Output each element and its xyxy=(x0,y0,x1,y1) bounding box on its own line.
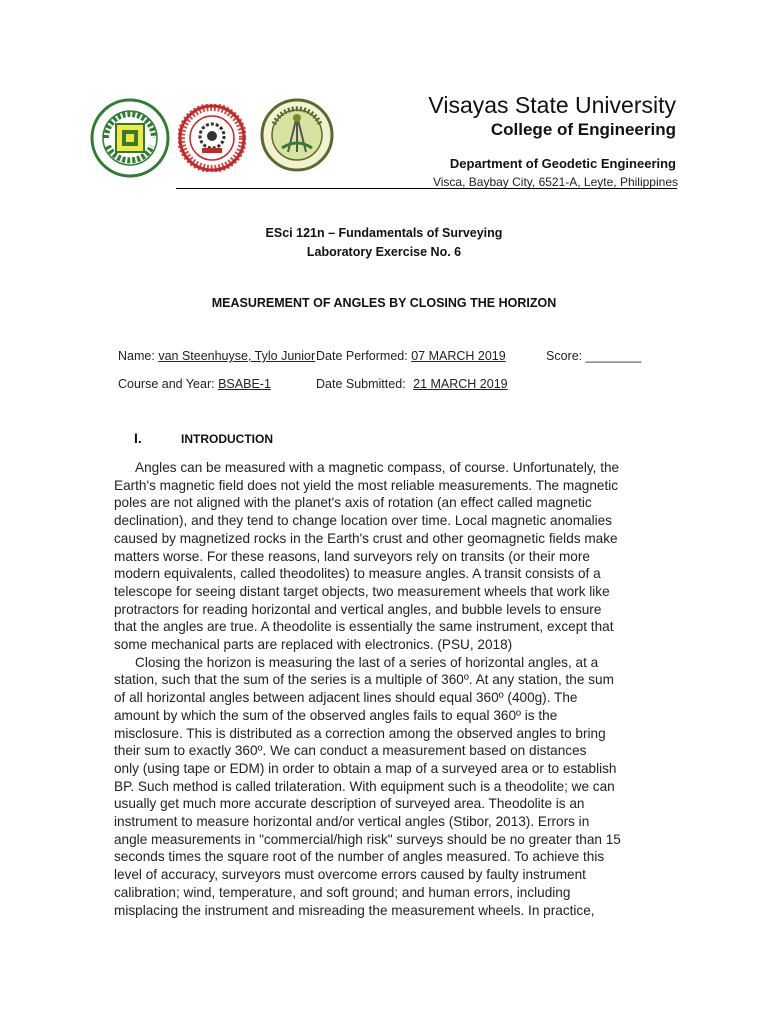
score-field xyxy=(546,349,641,363)
course-title: ESci 121n – Fundamentals of Surveying xyxy=(265,226,503,240)
paragraph-line: protractors for reading horizontal and vertical angles, and bubble levels to ensure xyxy=(114,601,602,617)
paragraph-line: Earth's magnetic field does not yield the most reliable measurements. The magnetic xyxy=(114,477,619,493)
lab-exercise-number: Laboratory Exercise No. 6 xyxy=(306,245,462,259)
paragraph-line: Angles can be measured with a magnetic compass, of course. Unfortunately, the xyxy=(135,460,620,475)
paragraph-line: usually get much more accurate description of surveyed area. Theodolite is an xyxy=(114,796,585,812)
department-name: Department of Geodetic Engineering xyxy=(449,156,676,171)
vsu-seal-logo xyxy=(90,98,170,178)
paragraph-line: Closing the horizon is measuring the last of a series of horizontal angles, at a xyxy=(135,654,599,670)
date-performed-value: 07 MARCH 2019 xyxy=(411,349,506,363)
course-year-label: Course and Year: xyxy=(118,377,215,391)
paragraph-line: their sum to exactly 360º. We can conduct a measurement based on distances xyxy=(114,743,587,759)
paragraph-line: instrument to measure horizontal and/or vertical angles (Stibor, 2013). Errors in xyxy=(114,814,590,830)
paragraph-line: of all horizontal angles between adjacent lines should equal 360º (400g). The xyxy=(114,690,578,706)
paragraph-line: amount by which the sum of the observed angles fails to equal 360º is the xyxy=(114,707,558,723)
paragraph-line: only (using tape or EDM) in order to obtain a map of a surveyed area or to establish xyxy=(114,760,617,776)
paragraph-line: seconds times the square root of the number of angles measured. To achieve this xyxy=(114,849,605,865)
name-value: van Steenhuyse, Tylo Junior xyxy=(158,349,316,363)
date-performed-label: Date Performed: xyxy=(316,349,408,363)
paragraph-line: calibration; wind, temperature, and soft ground; and human errors, including xyxy=(114,884,571,900)
paragraph-line: station, such that the sum of the series is a multiple of 360º. At any station, the sum xyxy=(114,672,614,688)
date-performed-field xyxy=(316,349,506,363)
exercise-title: MEASUREMENT OF ANGLES BY CLOSING THE HORIZON xyxy=(211,296,557,310)
introduction-body xyxy=(114,459,684,919)
paragraph-line: poles are not aligned with the planet's axis of rotation (an effect called magnetic xyxy=(114,495,592,511)
university-address: Visca, Baybay City, 6521-A, Leyte, Philippines xyxy=(432,175,678,189)
paragraph-line: modern equivalents, called theodolites) to measure angles. A transit consists of a xyxy=(114,566,601,582)
date-submitted-field xyxy=(316,377,508,391)
paragraph-line: caused by magnetized rocks in the Earth's crust and other geomagnetic fields make xyxy=(114,530,618,546)
paragraph-line: that the angles are true. A theodolite is essentially the same instrument, except that xyxy=(114,619,614,635)
name-field xyxy=(118,349,315,363)
paragraph-line: misclosure. This is distributed as a correction among the observed angles to bring xyxy=(114,725,606,741)
paragraph-line: matters worse. For these reasons, land surveyors rely on transits (or their more xyxy=(114,548,590,564)
paragraph-line: level of accuracy, surveyors must overcome errors caused by faulty instrument xyxy=(114,867,586,883)
paragraph-line: BP. Such method is called trilateration. With equipment such is a theodolite; we can xyxy=(114,778,615,794)
section-number: I. xyxy=(134,430,142,446)
score-value: ________ xyxy=(585,349,642,363)
section-title: INTRODUCTION xyxy=(181,432,273,446)
date-submitted-value: 21 MARCH 2019 xyxy=(413,377,508,391)
paragraph-line: angle measurements in "commercial/high risk" surveys should be no greater than 15 xyxy=(114,831,621,847)
geodetic-engineering-seal-logo xyxy=(260,98,334,172)
university-name: Visayas State University xyxy=(428,92,676,118)
name-label: Name: xyxy=(118,349,155,363)
college-of-engineering-seal-logo xyxy=(178,104,246,172)
course-year-value: BSABE-1 xyxy=(218,377,271,391)
paragraph-line: misplacing the instrument and misreading the measurement wheels. In practice, xyxy=(114,902,595,918)
header-logos xyxy=(90,98,350,178)
score-label: Score: xyxy=(546,349,583,363)
paragraph-line: telescope for seeing distant target objects, two measurement wheels that work like xyxy=(114,583,610,599)
college-name: College of Engineering xyxy=(490,120,676,139)
paragraph-line: declination), and they tend to change location over time. Local magnetic anomalies xyxy=(114,513,612,529)
date-submitted-label: Date Submitted: xyxy=(316,377,406,391)
paragraph-line: some mechanical parts are replaced with electronics. (PSU, 2018) xyxy=(114,637,513,653)
course-year-field xyxy=(118,377,271,391)
